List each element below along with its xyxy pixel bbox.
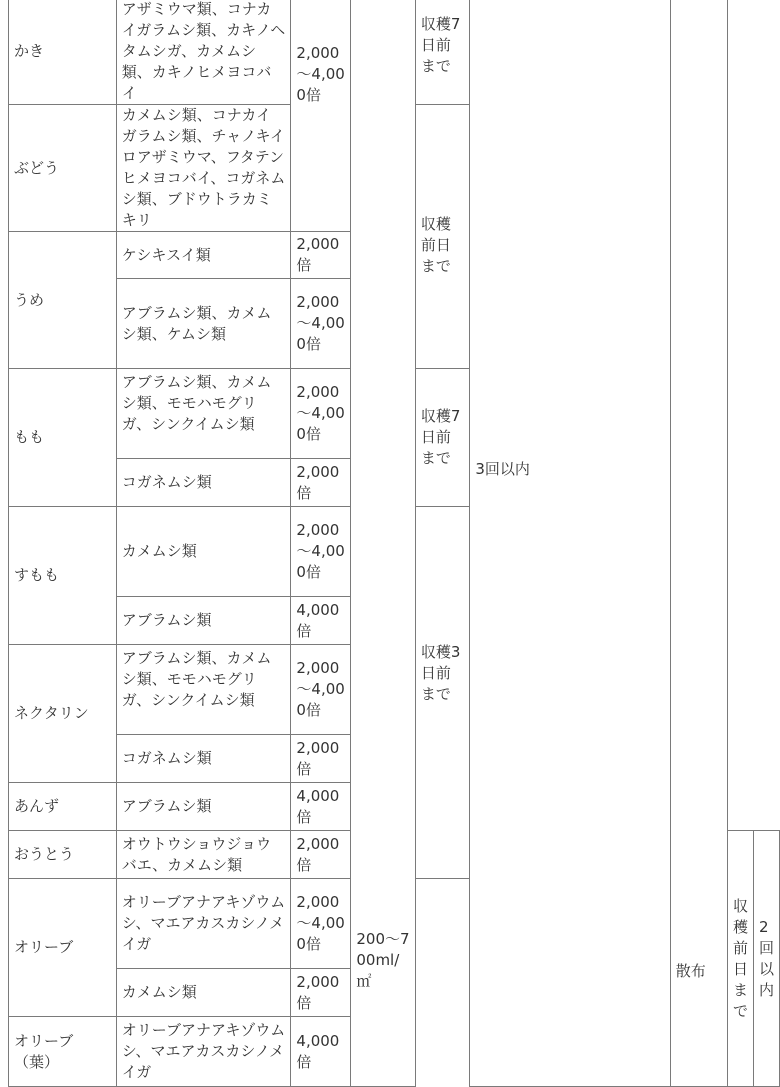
times-cell: 3回以内 xyxy=(470,0,670,1087)
crop-cell: もも xyxy=(9,369,117,507)
dilution-cell: 2,000～4,000倍 xyxy=(291,507,351,597)
dilution-cell: 2,000倍 xyxy=(291,232,351,279)
pest-cell: アブラムシ類、カメムシ類、モモハモグリガ、シンクイムシ類 xyxy=(116,369,291,459)
pest-cell: コガネムシ類 xyxy=(116,735,291,783)
pest-cell: アブラムシ類 xyxy=(116,783,291,831)
pest-cell: アブラムシ類、カメムシ類、モモハモグリガ、シンクイムシ類 xyxy=(116,645,291,735)
pest-cell: ケシキスイ類 xyxy=(116,232,291,279)
pest-cell: アザミウマ類、コナカイガラムシ類、カキノヘタムシガ、カメムシ類、カキノヒメヨコバイ xyxy=(116,0,291,105)
crop-cell: かき xyxy=(9,0,117,105)
timing-cell: 収穫7日前まで xyxy=(415,369,469,507)
crop-cell: オリーブ xyxy=(9,879,117,1017)
pest-cell: アブラムシ類、カメムシ類、ケムシ類 xyxy=(116,279,291,369)
times-cell: 2回以内 xyxy=(754,831,780,1087)
crop-cell: すもも xyxy=(9,507,117,645)
pest-cell: オリーブアナアキゾウムシ、マエアカスカシノメイガ xyxy=(116,1017,291,1087)
pest-cell: カメムシ類 xyxy=(116,507,291,597)
dilution-cell: 2,000～4,000倍 xyxy=(291,879,351,969)
pest-cell: コガネムシ類 xyxy=(116,459,291,507)
dilution-cell: 2,000倍 xyxy=(291,459,351,507)
dilution-cell: 2,000～4,000倍 xyxy=(291,369,351,459)
dilution-cell: 2,000～4,000倍 xyxy=(291,645,351,735)
dilution-cell: 2,000倍 xyxy=(291,969,351,1017)
crop-cell: オリーブ（葉） xyxy=(9,1017,117,1087)
pest-cell: オリーブアナアキゾウムシ、マエアカスカシノメイガ xyxy=(116,879,291,969)
crop-cell: あんず xyxy=(9,783,117,831)
crop-cell: おうとう xyxy=(9,831,117,879)
dilution-cell: 2,000～4,000倍 xyxy=(291,279,351,369)
dilution-cell: 2,000倍 xyxy=(291,735,351,783)
amount-cell: 200～700ml/㎡ xyxy=(351,0,416,1087)
timing-cell: 収穫7日前まで xyxy=(415,0,469,105)
dilution-cell: 4,000倍 xyxy=(291,783,351,831)
pest-cell: カメムシ類、コナカイガラムシ類、チャノキイロアザミウマ、フタテンヒメヨコバイ、コガネムシ類、ブドウトラカミキリ xyxy=(116,105,291,232)
crop-cell: ネクタリン xyxy=(9,645,117,783)
pest-cell: アブラムシ類 xyxy=(116,597,291,645)
dilution-cell: 2,000倍 xyxy=(291,831,351,879)
dilution-cell: 2,000～4,000倍 xyxy=(291,0,351,232)
pest-cell: カメムシ類 xyxy=(116,969,291,1017)
crop-cell: うめ xyxy=(9,232,117,369)
timing-cell: 収穫前日まで xyxy=(415,105,469,369)
table-row xyxy=(9,0,780,105)
pesticide-usage-table xyxy=(8,0,780,1087)
method-cell: 散布 xyxy=(670,0,727,1087)
dilution-cell: 4,000倍 xyxy=(291,597,351,645)
crop-cell: ぶどう xyxy=(9,105,117,232)
timing-cell: 収穫3日前まで xyxy=(415,507,469,879)
pest-cell: オウトウショウジョウバエ、カメムシ類 xyxy=(116,831,291,879)
timing-cell: 収穫前日まで xyxy=(727,831,753,1087)
dilution-cell: 4,000倍 xyxy=(291,1017,351,1087)
